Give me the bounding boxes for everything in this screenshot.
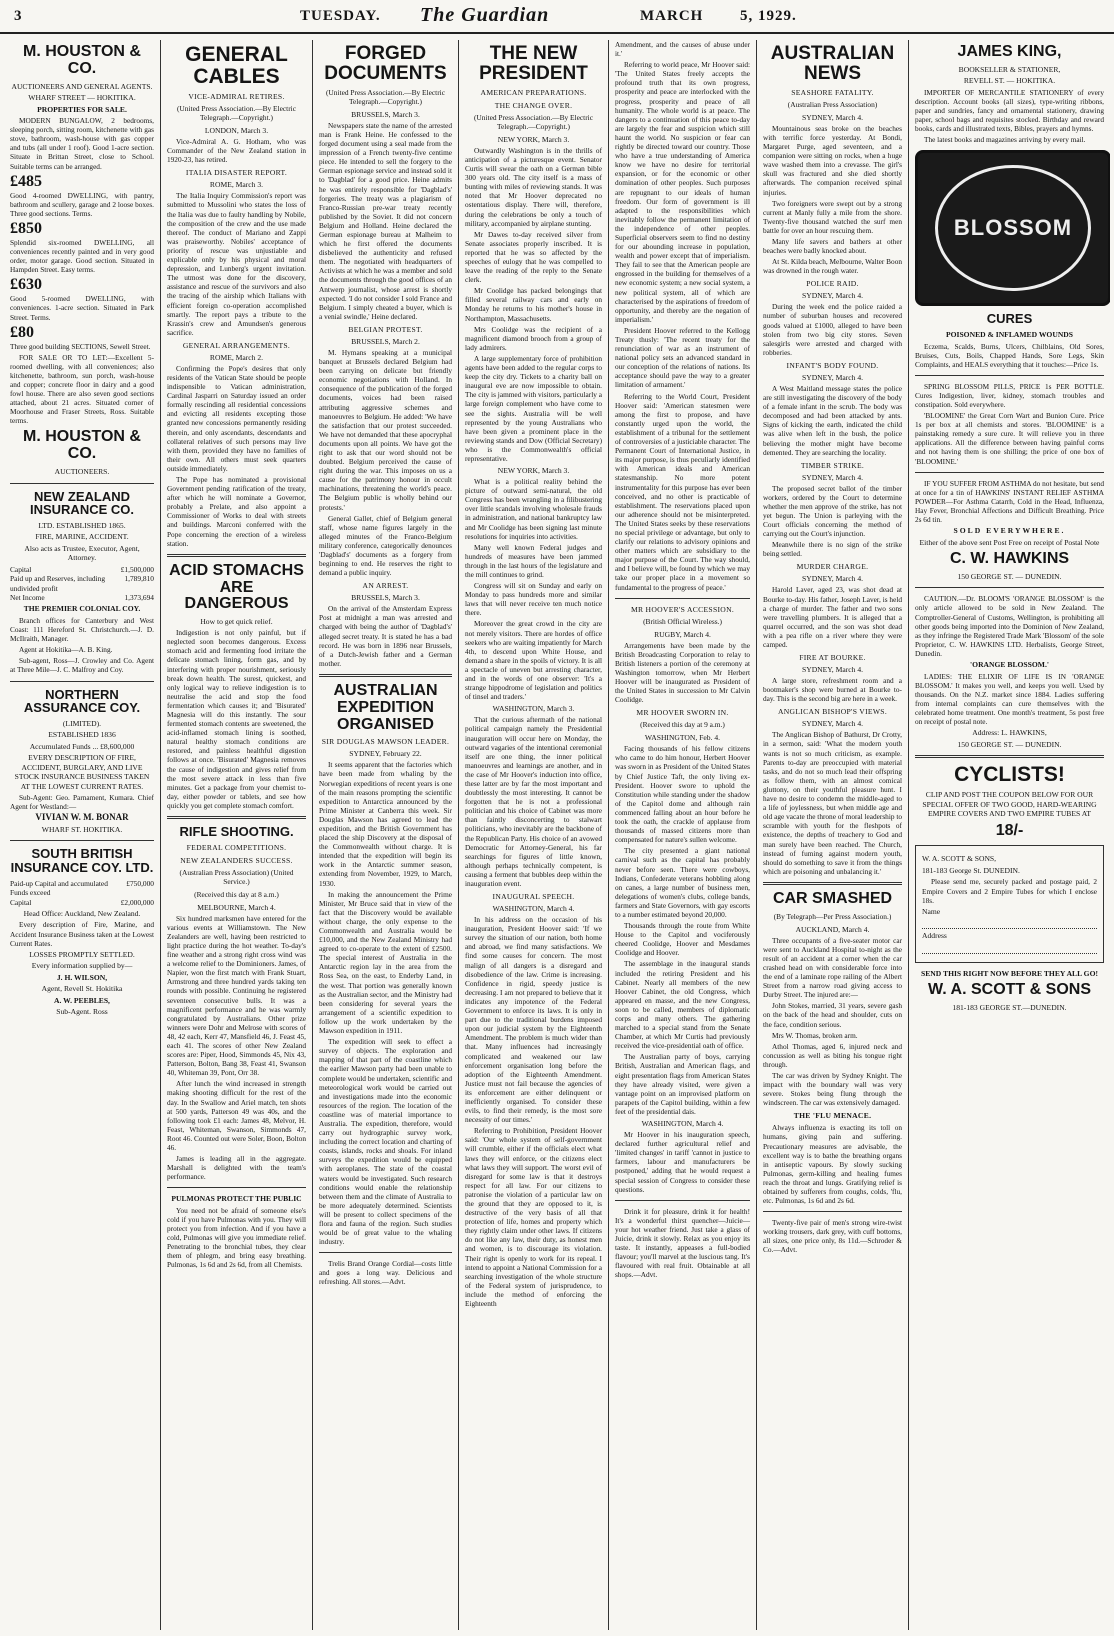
column-forged-documents <box>312 40 458 1630</box>
price: 18/- <box>995 821 1024 839</box>
article-title: FEDERAL COMPETITIONS. <box>186 842 287 852</box>
article-title: ITALIA DISASTER REPORT. <box>185 168 288 178</box>
dateline: BRUSSELS, March 3. <box>351 109 420 119</box>
finance-row: Capital £1,500,000 <box>10 564 154 574</box>
dateline: AUCKLAND, March 4. <box>795 924 870 934</box>
article-body: Thousands through the route from White House to the Capitol and vociferously cheered Coolidge, Hoover and Mesdames Coolidge and Hoover. <box>615 921 750 958</box>
article-body: What is a political reality behind the picture of outward semi-natural, the old Congress has been wrangling in a filibustering over little scandals involving wholesale frauds in administration, and national bankruptcy law and Mr Coolidge has been signing last minute resolutions for inquiries into activities. <box>465 477 602 541</box>
article-body: It seems apparent that the factories which have been made from whaling by the Norwegian expeditions of recent years is one of the main reasons prompting the scientific expedition to Antarctica announced by the Prime Minister at Canberra this week. Sir Douglas Mawson has agreed to lead the expedition, and the British Government has placed the ship Discovery at the disposal of the Commonwealth without charge. It is intended that the expedition will begin its work in the Antarctic summer season, extending from November, 1929, to March, 1930. <box>319 760 452 888</box>
property-listing: FOR SALE OR TO LET:—Excellent 5-roomed dwelling, with all conveniences; also kitchenette, bathroom, sun porch, wash-house and copper; concrete floor in dairy and a good fowl house. There are also seven good sections attached, about 21 acres. Situated corner of Moorhouse and Fraser Streets, Ross. Suitable terms. <box>10 352 154 426</box>
article-body: Referring to world peace, Mr Hoover said: 'The United States freely accepts the profound truth that its own progress, prosperity and peace are interlocked with the progress, prosperity and peace of all humanity. The whole world is at peace. The dangers to a continuation of this peace to-day are largely the fear and suspicion which still haunt the world. No suspicion or fear can rightly be directed toward our country. Those who have a true understanding of America know we have no desire for territorial expansion, or for the economic or other domination of other peoples. Such purposes are repugnant to our ideals of human freedom. Our form of government is ill adapted to the responsibilities which inevitably follow the permanent limitation of the independence of other peoples. Superficial observers seem to find no destiny for our abounding increase in population, wealth and power except that of imperialism. They fail to see that the American people are engrossed in the building for themselves of a new economic system; a new social system, a new political system, all of which are characterised by the aspirations of freedom of opportunity, and thereby are the negation of imperialism.' <box>615 60 750 324</box>
insurance-subagents: Sub-agent, Ross—J. Crowley and Co. Agent at Three Mile—J. C. Malfroy and Coy. <box>10 656 154 675</box>
firm-role: BOOKSELLER & STATIONER, <box>958 64 1061 74</box>
advert-body: IMPORTER OF MERCANTILE STATIONERY of every description. Account books (all sizes), type-writing ribbons, paper and sundries, fancy and ornamental stationery, drawing paper, school bags and requisites stocked. Birthday and reward books, cards and illustrated texts, Bibles, prayers and hymns. <box>915 87 1104 134</box>
article-title: TIMBER STRIKE. <box>800 460 865 470</box>
insurance-info: Every information supplied by— <box>31 961 133 971</box>
article-body: Confirming the Pope's desires that only residents of the Vatican State should be people indispensible to Vatican administration, Cardinal Jasparri on Saturday issued an order formally rescinding all residential concessions and evicting all residents excepting those granted new concessions permanently residing therein, and only ascendants, descendants and collateral relatives of such persons may live with them, provided they have no families of their own. All others must seek quarters outside immediately. <box>167 363 306 473</box>
price: £80 <box>10 323 34 341</box>
firm-address: REVELL ST. — HOKITIKA. <box>963 76 1056 86</box>
section-heading: GENERAL CABLES <box>185 43 288 89</box>
article-body: Facing thousands of his fellow citizens who came to do him honour, Herbert Hoover was sworn in as President of the United States by Chief Justice Taft, the only living ex-President. Hoover swore to uphold the Constitution while standing under the shadow of the Capitol dome and although rain commenced falling about an hour before he took the oath, the crackle of applause from thousands of massed citizens more than compensated for nature's sullen welcome. <box>615 744 750 845</box>
article-body: Mrs W. Thomas, broken arm. <box>772 1030 858 1040</box>
property-listing: Splendid six-roomed DWELLING, all conveniences recently painted and in very good order, motor garage. Good section. Situated in Hampden Street. Easy terms. <box>10 237 154 275</box>
dateline: LONDON, March 3. <box>204 126 269 136</box>
article-source: (United Press Association.—By Electric Telegraph.—Copyright.) <box>325 87 446 106</box>
article-body: General Gallet, chief of Belgium general staff, whose name figures largely in the alleged minutes of the Franco-Belgium military conference, categorically denounces 'Dagblad's' documents as a forgery from beginning to end. He reserves the right to demand a public inquiry. <box>319 513 452 578</box>
advert-heading: CYCLISTS! <box>954 763 1065 787</box>
insurance-description: Every description of Fire, Marine, and Accident Insurance Business taken at the Lowest Current Rates. <box>10 920 154 948</box>
advert-heading: PULMONAS PROTECT THE PUBLIC <box>171 1194 302 1204</box>
article-body: The expedition will seek to effect a survey of objects. The exploration and mapping of that part of the coastline which the earlier Mawson party had been unable to complete would be undertaken, scientific and meteorological work would be carried out and investigations made into the economic resources of the region. The location of the coastline was of material importance to Australia. The expedition, therefore, would carry out hydrographic survey work, including the correct location and charting of coasts, islands, rocks and shoals. For inland surveys the expedition would be equipped with aeroplanes. The state of the coastal waters would be investigated. Such research conditions would enable the relationship between them and the climate of Australia to be more adequately determined. Scientists will be present to collect specimens of the flora and fauna of the region. Such studies would be of great value to the whaling industry. <box>319 1037 452 1247</box>
advert-body: You need not be afraid of someone else's cold if you have Pulmonas with you. They will protect you from infection. And if you have a cold, Pulmonas will give you immediate relief. Penetrating to the bronchial tubes, they clear them of phlegm, and bring easy breathing. Pulmonas, 1s 6d and 2s 6d, from all Chemists. <box>167 1205 306 1270</box>
coupon-address: 181-183 George St. DUNEDIN. <box>922 865 1020 875</box>
finance-row: Net Income 1,373,694 <box>10 593 154 603</box>
column-president-continued <box>608 40 756 1630</box>
coupon-name-line[interactable] <box>922 918 1097 929</box>
firm-name: M. HOUSTON & CO. <box>23 43 141 77</box>
masthead-day: TUESDAY. <box>300 8 381 24</box>
masthead-date: 5, 1929. <box>740 8 797 24</box>
insurance-agent-name: J. H. WILSON, <box>56 972 108 982</box>
advert-body: LADIES: THE ELIXIR OF LIFE IS IN 'ORANGE BLOSSOM.' It makes you well, and keeps you well. Used by thousands. On the N.Z. market since 1884. Ladies suffering from internal complaints can cure themselves with the celebrated home treatment. One month's treatment, 5s post free on receipt of postal note. <box>915 671 1104 727</box>
article-body: Many well known Federal judges and hundreds of measures have been jammed through in the last hours of the legislature and the mill continues to grind. <box>465 542 602 579</box>
article-body: James is leading all in the aggregate. Marshall is delighted with the team's performance. <box>167 1154 306 1182</box>
article-body: Amendment, and the causes of abuse under it.' <box>615 40 750 59</box>
dateline: SYDNEY, March 4. <box>801 372 864 382</box>
advert-heading: ACID STOMACHS ARE DANGEROUS <box>169 561 304 613</box>
firm-name: C. W. HAWKINS <box>949 550 1070 568</box>
article-title: ANGLICAN BISHOP'S VIEWS. <box>777 707 888 717</box>
article-body: That the curious aftermath of the national political campaign namely the Presidential inauguration will occur here on Monday, the outward vagaries of the intentional ceremonial itself are one thing, the inner political manoeuvres and learnings are another, and in the case of Mr Hoover's induction into office, these latter are by far the most important and doubtlessly the most interesting. It cannot be forgotten that he is not a professional politician and his choice of Cabinet was more than faintly disconcerting to stalwart politicians, who inevitably are the backbone of the Republican Party. His choice of an avowed Democratic for Attorney-General, his far searchings for figures of little known, although perhaps technically competent, is causing a ferment that bubbles deep within the inauguration event. <box>465 715 602 888</box>
article-body: A large store, refreshment room and a bootmaker's shop were burned at Bourke to-day. This is the second big are here in a week. <box>763 676 902 704</box>
advert-body: The latest books and magazines arriving by every mail. <box>924 135 1086 145</box>
article-body: In making the announcement the Prime Minister, Mr Bruce said that in view of the fact that the Discovery would be available without charge, the only expense to the Commonwealth and Australia would be £10,000, and the New Zealand Ministry had agreed to co-operate to the extent of £2500. The special interest of Australia in the Antarctic region lay in the area from the Ross Sea, on the east, to Enderby Land, in the west. That portion was generally known as the Australian sector, and the Ministry had been considering for several years the arrangement of a scientific expedition to follow up the work undertaken by the Mawson expedition in 1911. <box>319 889 452 1036</box>
insurance-description: EVERY DESCRIPTION OF FIRE, ACCIDENT, BURGLARY, AND LIVE STOCK INSURANCE BUSINESS TAKEN AT THE LOWEST CURRENT RATES. <box>14 753 150 791</box>
firm-address: Address: L. HAWKINS, <box>972 728 1047 738</box>
article-body: Mr Dawes to-day received silver from Senate associates properly inscribed. It is reported that he was so affected by the speeches of eulogy that he was compelled to leave the reading of the reply to the Senate clerk. <box>465 229 602 285</box>
firm-name: JAMES KING, <box>957 43 1062 60</box>
article-body: Newspapers state the name of the arrested man is Frank Heine. He confessed to the forged document using a seal made from the impression of a French twenty-five centime piece. He intended to sell the forgery to the German espionage service and instead sold it to 'Dagblad' for a good price. Heine admits he was entirely responsible for 'Dagblad's' forgeries. The treaty was a plagiarism of Franco-Russian pre-war treaty recently published by the Soviet. It did not concern Belgium and Holland. Heine declared the German espionage bureau at Malheim to which he first offered the documents disbelieved the authenticity and refused them. The negotiated with headquarters of Activists at which he was a member and sold the documents through the good offices of an Antwerp journalist, whose arrest is shortly expected. 'I do not consider I sold France and Belgium. I simply cheated a buyer, which is a venial swindle,' Heine declared. <box>319 120 452 321</box>
advert-subheading: POISONED & INFLAMED WOUNDS <box>945 330 1074 339</box>
column-general-cables <box>160 40 312 1630</box>
article-body: Referring to Prohibition, President Hoover said: 'Our whole system of self-government will crumble, either if the officials elect what laws they will enforce, or the citizens elect what laws they will support. The worst evil of disregard for some law is that it destroys respect for all law. For our citizens to patronise the violation of a particular law on the ground that they are opposed to it, is destructive of the very basis of all that protection of life, homes and property which they rightly claim under other laws. If citizens do not like any law, their duty, as honest men and women, is to discourage its violation. Their right is openly to work for its repeal. I intend to appoint a National Commission for a searching investigation of the whole structure of the Federal system of jurisprudence, to include the method of enforcing the Eighteenth <box>465 1126 602 1309</box>
advert-line: Twenty-five pair of men's strong wire-twist working trousers, dark grey, with cuff bottoms, all sizes, one price only, 8s 11d.—Schroder & Co.—Advt. <box>763 1218 902 1255</box>
article-body: Two foreigners were swept out by a strong current at Manly fully a mile from the shore. Twenty-five thousand watched the surf men battle for over an hour rescuing them. <box>763 198 902 235</box>
advert-line: Trelis Brand Orange Cordial—costs little and goes a long way. Delicious and refreshing. All stores.—Advt. <box>319 1259 452 1287</box>
dateline: SYDNEY, March 4. <box>801 574 864 584</box>
article-body: Meanwhile there is no sign of the strike being settled. <box>763 540 902 559</box>
article-body: Arrangements have been made by the British Broadcasting Corporation to relay to British listeners a portion of the ceremony at Washington tomorrow, when Mr Herbert Hoover will be inaugurated as President of the United States in succession to Mr Calvin Coolidge. <box>615 640 750 705</box>
firm-address: 181-183 GEORGE ST.—DUNEDIN. <box>952 1003 1067 1013</box>
section-heading: RIFLE SHOOTING. <box>179 824 294 840</box>
dateline: RUGBY, March 4. <box>654 629 711 639</box>
blossom-logo-word: BLOSSOM <box>935 165 1091 291</box>
advert-body: 'BLOOMINE' the Great Corn Wart and Bunion Cure. Price 1s per box at all chemists and stores. 'BLOOMINE' is a painstaking remedy a sure cure. It will relieve you in three applications. All the difference between having painful corns and not having them is one shilling; the price of one box of 'BLOOMINE.' <box>915 411 1104 466</box>
dateline: SYDNEY, March 4. <box>801 719 864 729</box>
article-body: In his address on the occasion of his inauguration, President Hoover said: 'If we survey the situation of our nation, both home and abroad, we find many satisfactions. We find some causes for concern. The most malign of all dangers is a disregard and disobedience of the law. Crime is increasing. Confidence in rigid, speedy justice is decreasing. I am not prepared to believe that it indicates any impotence of the Federal Government to enforce its laws. It is only in part due to the traditional burdens imposed upon our judicial system by the Eighteenth Amendment. The problem is much wider than that. Many influences had increasingly complicated and weakened our law enforcement organisation long before the adoption of the Eighteenth Amendment. Justice must not fail because the agencies of its enforcement are either delinquent or inefficiently organised. To consider these evils, to find their remedy, is the most sore necessity of our times.' <box>465 915 602 1125</box>
insurance-name: NORTHERN ASSURANCE COY. <box>23 686 141 716</box>
article-title: MR HOOVER'S ACCESSION. <box>630 604 735 614</box>
article-body: At St. Kilda beach, Melbourne, Walter Boon was drowned in the rough water. <box>763 257 902 276</box>
dateline: SYDNEY, March 4. <box>801 665 864 675</box>
page-number: 3 <box>14 8 23 24</box>
article-body: Mr Hoover in his inauguration speech, declared further agricultural relief and 'limited changes' in tariff 'cannot in justice to farmers, labour and manufacturers be postponed,' adding that he would request a special session of Congress to consider these questions. <box>615 1130 750 1194</box>
dateline: ROME, March 3. <box>209 180 264 190</box>
section-heading: THE NEW PRESIDENT <box>479 43 588 84</box>
dateline: MELBOURNE, March 4. <box>197 902 276 912</box>
insurance-agency: Also acts as Trustee, Executor, Agent, Attorney. <box>24 543 140 563</box>
article-body: Vice-Admiral A. G. Hotham, who was Commander of the New Zealand station in 1920-23, has retired. <box>167 137 306 165</box>
advert-body: SPRING BLOSSOM PILLS, PRICE 1s PER BOTTLE. Cures Indigestion, liver, kidney, stomach troubles and constipation. Sold everywhere. <box>915 381 1104 409</box>
advert-body: IF YOU SUFFER FROM ASTHMA do not hesitate, but send at once for a tin of HAWKINS' INSTANT RELIEF ASTHMA POWDER—For Asthma Catarrh, Cold in the Head, Influenza, Hay Fever, Bronchial Affections and Difficult Breathing. Price 2s 6d tin. <box>915 478 1104 524</box>
dateline: SYDNEY, March 4. <box>801 112 864 122</box>
price: £850 <box>10 219 42 237</box>
coupon-firm: W. A. SCOTT & SONS, <box>922 854 997 864</box>
article-title: SIR DOUGLAS MAWSON LEADER. <box>321 737 450 747</box>
masthead-title: The Guardian <box>420 4 550 26</box>
article-body: Mrs Coolidge was the recipient of a magnificent diamond brooch from a group of lady admirers. <box>465 324 602 352</box>
dateline: SYDNEY, March 4. <box>801 291 864 301</box>
article-title: THE 'FLU MENACE. <box>793 1111 872 1121</box>
article-body: M. Hymans speaking at a municipal banquet at Brussels declared Belgium had been carrying on delicate but friendly economic negotiations with Holland. In consequence of the publication of the forged documents, voices had been raised attributing aggressive schemes and manoeuvres to Belgium. He added: 'We have the satisfaction that our protest succeeded. We have not demanded that these apocryphal documents upon all points. We have got the right to ask that our word should not be doubted. Belgium perceived the cause of right during the war. This imposes on us a cause for the patrimony honour in occult machinations, threatening the world's peace. The Belgium public is wholly behind our protests.' <box>319 347 452 512</box>
column-advertisements-right <box>908 40 1110 1630</box>
article-body: Mountainous seas broke on the beaches with terrific force yesterday. At Bondi, Margaret Purge, aged seventeen, and a companion were sitting on rocks, when a huge wave washed them into a crevasse. The girl's skull was fractured and she died shortly afterwards. The companion received spinal injuries. <box>763 123 902 197</box>
insurance-lines: FIRE, MARINE, ACCIDENT. <box>35 532 129 542</box>
article-body: The city presented a giant national carnival such as the capital has probably never before seen. There were cowboys, Indians, Confederate veterans hobbling along on canes, a large number of business men, delegations of women's clubs, college bands, farmers and State Governors, with gay escorts to a number estimated beyond 20,000. <box>615 846 750 919</box>
section-heading: AUSTRALIAN NEWS <box>770 43 895 84</box>
insurance-name: NEW ZEALAND INSURANCE CO. <box>29 488 134 518</box>
article-body: A large supplementary force of prohibition agents have been added to the regular corps to keep the city dry. Tickets to a charity ball on inaugural eve are now impossible to obtain. The city is jammed with visitors, particularly a large foreign complement who have come to see the sights. Australia will be well represented by the young Australians who have been given a prominent place in the reviewing stands and Dow (Official Secretary) who is the Commonwealth's official representative. <box>465 353 602 463</box>
advert-subheading: SOLD EVERYWHERE. <box>953 526 1066 536</box>
insurance-tagline: THE PREMIER COLONIAL COY. <box>23 604 141 614</box>
insurance-funds: Accumulated Funds ... £8,600,000 <box>29 741 135 751</box>
article-body: After lunch the wind increased in strength making shooting difficult for the rest of the day. In the Swallow and Ariel match, ten shots at 500 yards, Patterson 49 was 40s, and the following took £1 each: James 48, Melvor, H. Feast, Whiteman, Swanson, Simmonds 47, Root 46. Counted out were Soler, Boon, Bolton 46. <box>167 1079 306 1152</box>
dateline: WASHINGTON, Feb. 4. <box>644 733 721 743</box>
article-body: The assemblage in the inaugural stands included the retiring President and his Cabinet. Nearly all members of the new Hoover Cabinet, the old Congress, which appeared en masse, and the new Congress, soon to be called, members of diplomatic corps and many others. The gathering marched to a special stand from the Senate Chamber, at which Mr Curtis had previously received the vice-presidential oath of office. <box>615 959 750 1051</box>
article-body: A West Maitland message states the police are still investigating the discovery of the body of a female infant in the scrub. The body was decomposed and had been attacked by ants. Signs of kicking the earth, indicated the child was alive when left in the bush, the police believing the mother might have become demented. They are searching the locality. <box>763 383 902 457</box>
article-body: The Italia Inquiry Commission's report was submitted to Mussolini who states the loss of the Italia was due to faulty handling by Nobile, the composition of the crew and the use made thereof. The conduct of Mariano and Zappi was praiseworthy. Nobiles' acceptance of priority of rescue was unjustiable and explicable only by his physical and moral depression, and Lunberg's urgent invitation. The utmost was done for the discovery, assistance and rescue of the survivors and also the tracing of the airship which Italians with efficient foreign co-operation accomplished smartly. The report pays a tribute to the Krassin's crew and Amundsen's generous sacrifice. <box>167 191 306 337</box>
article-title: BELGIAN PROTEST. <box>348 324 423 334</box>
insurance-established: ESTABLISHED 1836 <box>48 730 116 740</box>
insurance-agent: Agent at Hokitika—A. B. King. <box>19 645 113 655</box>
article-body: Outwardly Washington is in the thrills of anticipation of a picturesque event. Senator Curtis will swear the oath on a German bible 300 years old. The city itself is a mass of bunting with miles of reviewing stands. It was noted that Mr Hoover deprecated no ostentatious display. There will, therefore, during the celebrations be only a touch of military, accompanied by airplane stunting. <box>465 145 602 228</box>
dateline: SYDNEY, March 4. <box>801 472 864 482</box>
insurance-name: SOUTH BRITISH INSURANCE COY. LTD. <box>10 846 154 876</box>
article-body: Harold Laver, aged 23, was shot dead at Bourke to-day. His father, Joseph Laver, is held a charge of murder. The father and two sons were travelling plumbers. It is alleged that a quarrel occurred, and the son was shot dead with a pea rifle on a river where they were camped. <box>763 585 902 649</box>
insurance-subagent: Sub-Agent: Geo. Parnament, Kumara. Chief Agent for Westland:— <box>10 793 154 812</box>
dateline: NEW YORK, March 3. <box>497 134 570 144</box>
firm-name: W. A. SCOTT & SONS <box>928 981 1091 999</box>
article-title: AMERICAN PREPARATIONS. <box>480 87 587 97</box>
insurance-agent-address: WHARF ST. HOKITIKA. <box>41 824 123 834</box>
properties-heading: PROPERTIES FOR SALE. <box>37 104 127 114</box>
article-body: John Stokes, married, 31 years, severe gash on the back of the head and shoulder, cuts on the face, condition serious. <box>763 1001 902 1029</box>
article-body: The proposed secret ballot of the timber workers, ordered by the Court to determine whether the men approve of the strike, has not yet begun. The Union is parleying with the Court officials concerning the method of carrying out the Court's injunction. <box>763 483 902 539</box>
advert-body: Eczema, Scalds, Burns, Ulcers, Chilblains, Old Sores, Bruises, Cuts, Boils, Chapped Hands, Sore Legs, Skin Complaints, and HEALS everything that it touches:—Price 1s. <box>915 341 1104 369</box>
article-body: Athol Thomas, aged 6, injured neck and concussion as well as biting his tongue right through. <box>763 1041 902 1069</box>
article-title: INFANT'S BODY FOUND. <box>786 360 879 370</box>
finance-row: Capital £2,000,000 <box>10 897 154 907</box>
article-title: POLICE RAID. <box>806 279 859 289</box>
article-body: Many life savers and bathers at other beaches were badly knocked about. <box>763 237 902 256</box>
article-body: The car was driven by Sydney Knight. The impact with the boundary wall was very severe. Stokes being flung through the windscreen. The car was extensively damaged. <box>763 1070 902 1108</box>
dateline: WASHINGTON, March 3. <box>492 704 575 714</box>
article-body: Congress will sit on Sunday and early on Monday to pass hundreds more and similar laws that will never receive ten much notice there. <box>465 581 602 618</box>
article-title: MR HOOVER SWORN IN. <box>636 708 729 718</box>
section-heading: FORGED DOCUMENTS <box>324 43 447 84</box>
article-title: SEASHORE FATALITY. <box>791 87 874 97</box>
article-title: THE CHANGE OVER. <box>494 100 573 110</box>
section-heading: AUSTRALIAN EXPEDITION ORGANISED <box>333 681 438 733</box>
article-body: During the week end the police raided a number of suburban houses and recovered goods valued at £1000, alleged to have been stolen from two big city stores. Seven salesgirls were arrested and charged with robberies. <box>763 302 902 357</box>
insurance-losses: LOSSES PROMPTLY SETTLED. <box>29 949 135 959</box>
article-body: Always influenza is exacting its toll on humans, giving pain and suffering. Precautionary measures are advisable, the excellent way is to bathe the breathing organs in antiseptic vapours. By slowly sucking Pulmonas, germ-killing and healing fumes reach the throat and lungs. Gratifying relief is obtained by sufferers from coughs, colds, 'flu, etc. Pulmonas, 1s 6d and 2s 6d. <box>763 1123 902 1206</box>
advert-body: CLIP AND POST THE COUPON BELOW FOR OUR SPECIAL OFFER OF TWO GOOD, HARD-WEARING EMPIRE COVERS AND TWO EMPIRE TUBES AT <box>922 790 1097 819</box>
article-body: Six hundred marksmen have entered for the various events at Williamstown. The New Zealanders are well, having been restricted to light practice during the hot weather. To-day's fine weather and a strong right cross wind was a welcome relief to the Dominioners. James, of Napier, won the first match with Frank Stuart, Armstrong and three hundred yards taking ten rounds with possible. Continuing he registered seventeen consecutive bulls. It was a magnificent performance and he was warmly congratulated by Australians. Other prize winners were Dohr and Melrose with scores of 48, 42 each, Kerr 47, Mansfield 46, J. Feast 45, each 41. The scores of other New Zealand scores are: Piper, Hood, Simmonds 45, Nix 43, Patterson, Bolton, Bang 38, Feast 41, Swanson 40, Whiteman 39, Pont, Orr 38. <box>167 913 306 1078</box>
order-coupon[interactable] <box>915 845 1104 962</box>
firm-address: 150 GEORGE ST. — DUNEDIN. <box>957 739 1062 749</box>
masthead-month: MARCH <box>640 8 704 24</box>
property-listing: Good 4-roomed DWELLING, with pantry, bathroom and scullery, garage and 2 loose boxes. Three good sections. Terms. <box>10 190 154 218</box>
insurance-established: LTD. ESTABLISHED 1865. <box>38 520 126 530</box>
received-note: (Received this day at 8 a.m.) <box>194 889 279 899</box>
article-source: (By Telegraph—Per Press Association.) <box>773 911 892 921</box>
price: £485 <box>10 172 42 190</box>
insurance-agent-address: Agent, Revell St. Hokitika <box>41 984 123 994</box>
article-body: The Australian party of boys, carrying British, Australian and American flags, and eight presentation flags from American States they have already visited, were given a vantage point on an improvised platform on parapets of the Capitol building, within a few feet of the presidential dais. <box>615 1052 750 1116</box>
advert-heading: CURES <box>986 311 1033 327</box>
finance-row: Paid-up Capital and accumulated Funds exceed £750,000 <box>10 878 154 898</box>
advert-line: Drink it for pleasure, drink it for health! It's a wonderful thirst quencher—Juicie—your hot weather friend. Just take a glass of Juicie, drink it slowly. Relax as you enjoy its taste. It instantly, appeases a full-bodied flavour; you'll marvel at the luscious tang. It's flavoured with real fruit. Obtainable at all shops.—Advt. <box>615 1206 750 1280</box>
dateline: WASHINGTON, March 4. <box>492 904 575 914</box>
advert-subheading: SEND THIS RIGHT NOW BEFORE THEY ALL GO! <box>920 968 1099 978</box>
article-source: (British Official Wireless.) <box>643 616 722 626</box>
article-title: AN ARREST. <box>362 581 409 591</box>
article-body: The Anglican Bishop of Bathurst, Dr Crotty, in a sermon, said: 'What the modern youth wants is not so much criticism, as example. Parents to-day are preoccupied with material tasks, and do not so much lead their offspring as follow them, with an almost comical gluttony, on their youthful pleasure hunt. I have no desire to condemn the middle-aged to a life of joylessness, but when middle age and old age vacate the throne of moral leadership to scramble with youth for the fleshpots of existence, the depths of treachery to God and man surely have been reached. The Church, instead of fuming against modern youth, should do something to save it from the things which are poisoning and unbalancing it.' <box>763 730 902 876</box>
column-advertisements <box>4 40 160 1630</box>
coupon-name-label: Name <box>922 906 941 916</box>
article-title: VICE-ADMIRAL RETIRES. <box>188 92 285 102</box>
firm-role: AUCTIONEERS AND GENERAL AGENTS. <box>11 81 153 91</box>
article-title: GENERAL ARRANGEMENTS. <box>182 340 291 350</box>
coupon-address-line[interactable] <box>922 943 1097 954</box>
firm-role: AUCTIONEERS. <box>54 467 110 477</box>
insurance-branch: Branch offices for Canterbury and West Coast: 111 Hereford St. Christchurch.—J. D. McIlraith, Manager. <box>10 615 154 644</box>
article-body: On the arrival of the Amsterdam Express Post at midnight a man was arrested and charged with being the author of 'Dagblad's' alleged secret treaty. It is stated he has a bad record. He was born in 1896 near Brussels, of a Dutch-Jewish father and a German mother. <box>319 604 452 668</box>
article-body: The Pope has nominated a provisional Government pending ratification of the treaty, after which he will nominate a Governor, probably a Prelate, and also appoint a Commissioner of Works to deal with streets and buildings. Marconi conferred with the Pope concerning the erection of a wireless station. <box>167 475 306 548</box>
article-body: President Hoover referred to the Kellogg Treaty thusly: 'The recent treaty for the renunciation of war as an instrument of national policy sets an advanced standard in our conception of the relations of nations. Its acceptance should pave the way to a greater limitation of armament.' <box>615 325 750 390</box>
dateline: NEW YORK, March 3. <box>497 466 570 476</box>
property-listing: MODERN BUNGALOW, 2 bedrooms, sleeping porch, sitting room, kitchenette with gas stove, bathroom, wash-house with gas copper and tubs (all under 1 roof). Good 1-acre section. Situate in Brittan Street, close to School. Suitable terms can be arranged. <box>10 116 154 171</box>
advert-subheading: How to get quick relief. <box>200 617 273 627</box>
firm-name: M. HOUSTON & CO. <box>23 428 141 463</box>
article-title: MURDER CHARGE. <box>796 562 869 572</box>
insurance-agent-address: Sub-Agent. Ross <box>56 1007 108 1017</box>
finance-row: Paid up and Reserves, including undivided profit 1,789,810 <box>10 574 154 593</box>
article-body: Mr Coolidge has packed belongings that filled several railway cars and early on Monday he returns to his mother's house in Northampton, Massachusetts. <box>465 286 602 323</box>
dateline: ROME, March 2. <box>209 352 264 362</box>
insurance-agent-name: A. W. PEEBLES, <box>54 995 110 1005</box>
article-source: (Australian Press Association) <box>787 99 878 109</box>
column-new-president <box>458 40 608 1630</box>
property-listing: Three good building SECTIONS, Sewell Street. <box>10 341 151 351</box>
blossom-ointment-logo <box>915 150 1110 306</box>
dateline: SYDNEY, February 22. <box>349 749 422 759</box>
article-source: (United Press Association.—By Electric Telegraph.—Copyright.) <box>176 104 297 123</box>
article-title: FIRE AT BOURKE. <box>799 653 866 663</box>
coupon-address-label: Address <box>922 931 947 941</box>
coupon-body: Please send me, securely packed and postage paid, 2 Empire Covers and 2 Empire Tubes for which I enclose 18s. <box>922 877 1097 905</box>
firm-address: WHARF STREET — HOKITIKA. <box>28 93 136 103</box>
property-listing: Good 5-roomed DWELLING, with conveniences. 1-acre section. Situated in Park Street. Terms. <box>10 294 154 322</box>
article-source: (United Press Association.—By Electric Telegraph.—Copyright.) <box>473 112 594 131</box>
advert-body: Indigestion is not only painful, but if neglected soon becomes dangerous. Excess stomach acid and fermenting food irritate the delicate stomach lining, form gas, and by interfering with proper nourishment, seriously break down health. The surest, quickest, and only logical way to relieve indigestion is to neutralise the acid and stop the food fermentation which causes it; and 'Bisurated' Magnesia will do this instantly. The sour fermented stomach contents are sweetened, the acid-inflamed stomach lining is soothed, natural healthy stomach conditions are restored, and painless healthful digestion follows at once. 'Bisurated' Magnesia removes the cause of indigestion and gives relief from the most severe attack in less than five minutes. Get a package from your chemist to-day, either powder or tablets, and see how quickly you get complete stomach comfort. <box>167 628 306 810</box>
article-body: Moreover the great crowd in the city are not merely visitors. There are hordes of office seekers who are waiting impatiently for March 4th, to descend upon White House, and demand a share in the spoils of victory. It is all a spectacle of uneven but arresting character, and in the words of one observer: 'It's a strange hippodrome of legislation and politics of tinsel and traders.' <box>465 619 602 702</box>
article-body: Three occupants of a five-seater motor car were sent to Auckland Hospital to-night as the result of an accident at a corner when the car crashed head on with considerable force into the end of a laminate rope railing of the Albert Street from a narrow road giving access to Durby Street. The injured are:— <box>763 935 902 1000</box>
article-title: INAUGURAL SPEECH. <box>492 892 575 902</box>
received-note: (Received this day at 9 a.m.) <box>640 720 725 730</box>
price: £630 <box>10 276 42 294</box>
advert-subheading: 'ORANGE BLOSSOM.' <box>970 660 1049 670</box>
dateline: BRUSSELS, March 3. <box>351 593 420 603</box>
article-title: NEW ZEALANDERS SUCCESS. <box>180 855 293 865</box>
dateline: BRUSSELS, March 2. <box>351 336 420 346</box>
insurance-ltd: (LIMITED). <box>62 718 102 728</box>
insurance-office: Head Office: Auckland, New Zealand. <box>23 908 141 918</box>
advert-body: CAUTION.—Dr. BLOOM'S 'ORANGE BLOSSOM' is the only article allowed to be sold in New Zealand. The Comptroller-General of Customs, Wellington, is prohibiting all other goods being imported into the Dominion of New Zealand, as they infringe the Registered Trade Mark 'Blossom' of the sole Proprietor, C. W. HAWKINS LTD. Herbalists, George Street, Dunedin. <box>915 594 1104 658</box>
dateline: WASHINGTON, March 4. <box>641 1119 724 1129</box>
advert-note: Either of the above sent Post Free on receipt of Postal Note <box>919 537 1100 547</box>
column-australian-news <box>756 40 908 1630</box>
article-source: (Australian Press Association) (United Service.) <box>179 867 294 886</box>
masthead <box>0 0 1114 34</box>
section-heading: CAR SMASHED <box>772 889 893 907</box>
insurance-agent-name: VIVIAN W. M. BONAR <box>35 812 129 823</box>
firm-address: 150 GEORGE ST. — DUNEDIN. <box>957 571 1062 581</box>
article-body: Referring to the World Court, President Hoover said: 'American statesmen were among the first to propose, and have constantly urged upon the world, the establishment of a tribunal for the settlement of controversies of a justiciable character. The Permanent Court of International Justice, in its major purpose, is thus peculiarly identified with American ideals and American statesmanship. No more potent instrumentality for this purpose has ever been conceived, and no other is practicable of establishment. The reservations placed upon our adherence should not be misinterpreted. The United States seeks by these reservations no special privilege or advantage, but only to clarify our relations to advisory opinions and other matters which are subsidiary to the major purpose of the Court. The way should, and I believe will, be found by which we may take our proper place in a movement so fundamental to the progress of peace.' <box>615 391 750 592</box>
